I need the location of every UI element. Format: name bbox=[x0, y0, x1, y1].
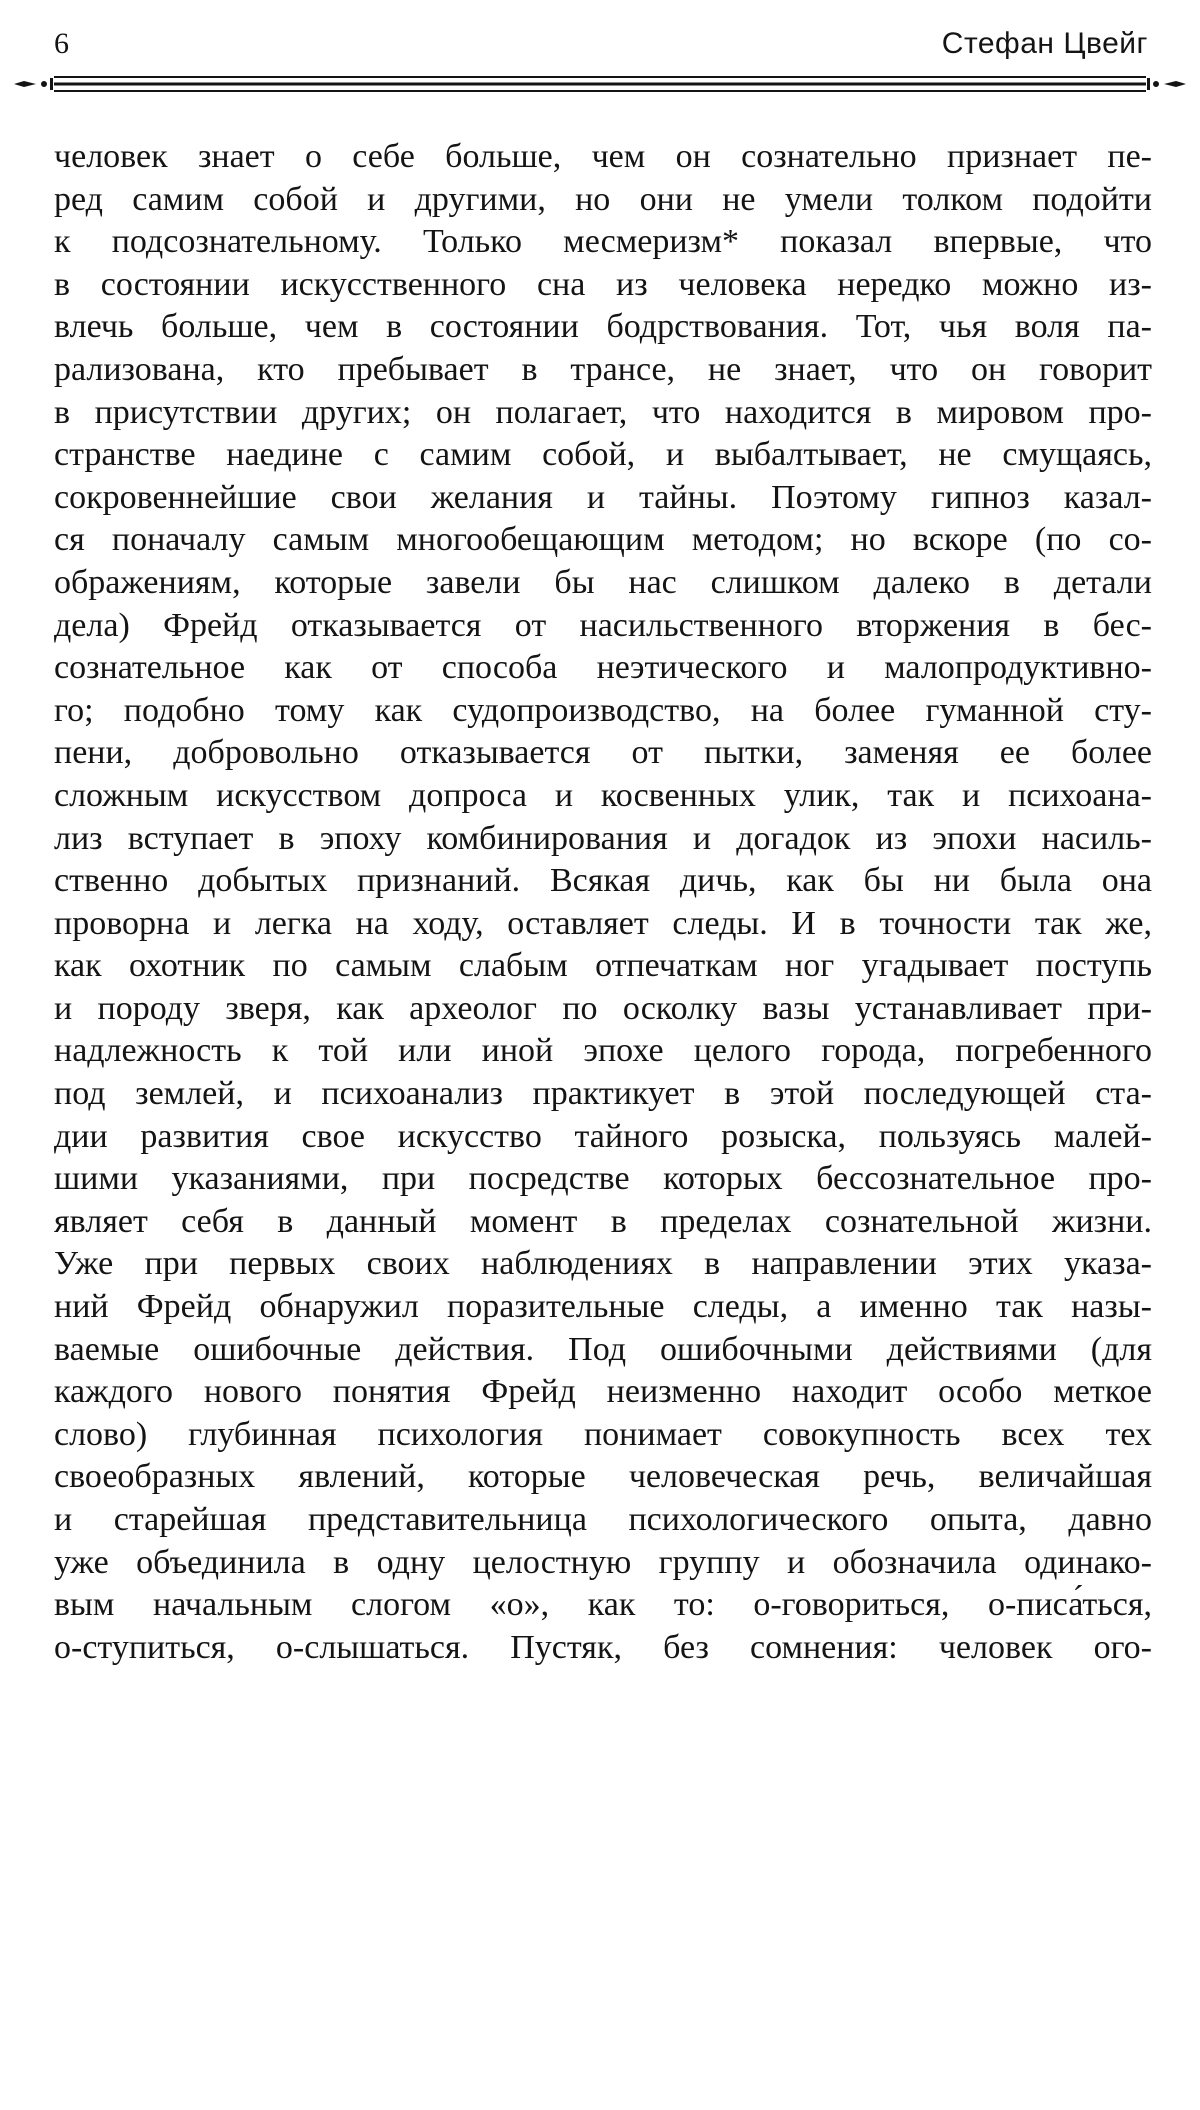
text-line: дела) Фрейд отказывается от насильственного вторжения в бес- bbox=[54, 606, 1152, 644]
text-line: под землей, и психоанализ практикует в этой последующей ста- bbox=[54, 1075, 1152, 1113]
body-text bbox=[54, 136, 1152, 1669]
text-line: сложным искусством допроса и косвенных улик, так и психоана- bbox=[54, 776, 1152, 814]
text-line: странстве наедине с самим собой, и выбалтывает, не смущаясь, bbox=[54, 436, 1152, 474]
text-line: ваемые ошибочные действия. Под ошибочными действиями (для bbox=[54, 1330, 1152, 1368]
text-line: ственно добытых признаний. Всякая дичь, как бы ни была она bbox=[54, 862, 1152, 900]
text-line: дии развития свое искусство тайного розыска, пользуясь малей- bbox=[54, 1117, 1152, 1155]
running-head: Стефан Цвейг bbox=[941, 27, 1148, 60]
text-line: надлежность к той или иной эпохе целого города, погребенного bbox=[54, 1032, 1152, 1070]
text-line: слово) глубинная психология понимает совокупность всех тех bbox=[54, 1415, 1152, 1453]
text-line: ображениям, которые завели бы нас слишком далеко в детали bbox=[54, 563, 1152, 601]
text-line: пени, добровольно отказывается от пытки, заменяя ее более bbox=[54, 734, 1152, 772]
text-line: лиз вступает в эпоху комбинирования и догадок из эпохи насиль- bbox=[54, 819, 1152, 857]
text-line: ний Фрейд обнаружил поразительные следы, а именно так назы- bbox=[54, 1288, 1152, 1326]
text-line: к подсознательному. Только месмеризм* показал впервые, что bbox=[54, 223, 1152, 261]
text-line: уже объединила в одну целостную группу и обозначила одинако- bbox=[54, 1543, 1152, 1581]
text-line: как охотник по самым слабым отпечаткам ног угадывает поступь bbox=[54, 947, 1152, 985]
text-line: ся поначалу самым многообещающим методом; но вскоре (по со- bbox=[54, 521, 1152, 559]
text-line: сознательное как от способа неэтического и малопродуктивно- bbox=[54, 649, 1152, 687]
text-line: го; подобно тому как судопроизводство, на более гуманной сту- bbox=[54, 691, 1152, 729]
text-line: каждого нового понятия Фрейд неизменно находит особо меткое bbox=[54, 1373, 1152, 1411]
text-line: проворна и легка на ходу, оставляет следы. И в точности так же, bbox=[54, 904, 1152, 942]
text-line: и старейшая представительница психологического опыта, давно bbox=[54, 1501, 1152, 1538]
text-line: сокровеннейшие свои желания и тайны. Поэтому гипноз казал- bbox=[54, 478, 1152, 516]
text-line: своеобразных явлений, которые человеческая речь, величайшая bbox=[54, 1458, 1152, 1496]
text-line: вым начальным слогом «о», как то: о-говориться, о-писа́ться, bbox=[54, 1586, 1152, 1624]
text-line: ред самим собой и другими, но они не умели толком подойти bbox=[54, 180, 1152, 218]
text-line: шими указаниями, при посредстве которых бессознательное про- bbox=[54, 1160, 1152, 1198]
page-number: 6 bbox=[54, 27, 69, 60]
text-line: в состоянии искусственного сна из человека нередко можно из- bbox=[54, 265, 1152, 303]
text-line: о-ступиться, о-слышаться. Пустяк, без сомнения: человек ого- bbox=[54, 1628, 1152, 1666]
header-rule-ornament bbox=[14, 72, 1186, 96]
text-line: являет себя в данный момент в пределах сознательной жизни. bbox=[54, 1202, 1152, 1240]
text-line: и породу зверя, как археолог по осколку вазы устанавливает при- bbox=[54, 989, 1152, 1027]
text-line: человек знает о себе больше, чем он сознательно признает пе- bbox=[54, 138, 1152, 175]
text-line: Уже при первых своих наблюдениях в направлении этих указа- bbox=[54, 1245, 1152, 1283]
text-line: влечь больше, чем в состоянии бодрствования. Тот, чья воля па- bbox=[54, 308, 1152, 346]
text-line: в присутствии других; он полагает, что находится в мировом про- bbox=[54, 393, 1152, 431]
text-line: рализована, кто пребывает в трансе, не знает, что он говорит bbox=[54, 350, 1152, 388]
